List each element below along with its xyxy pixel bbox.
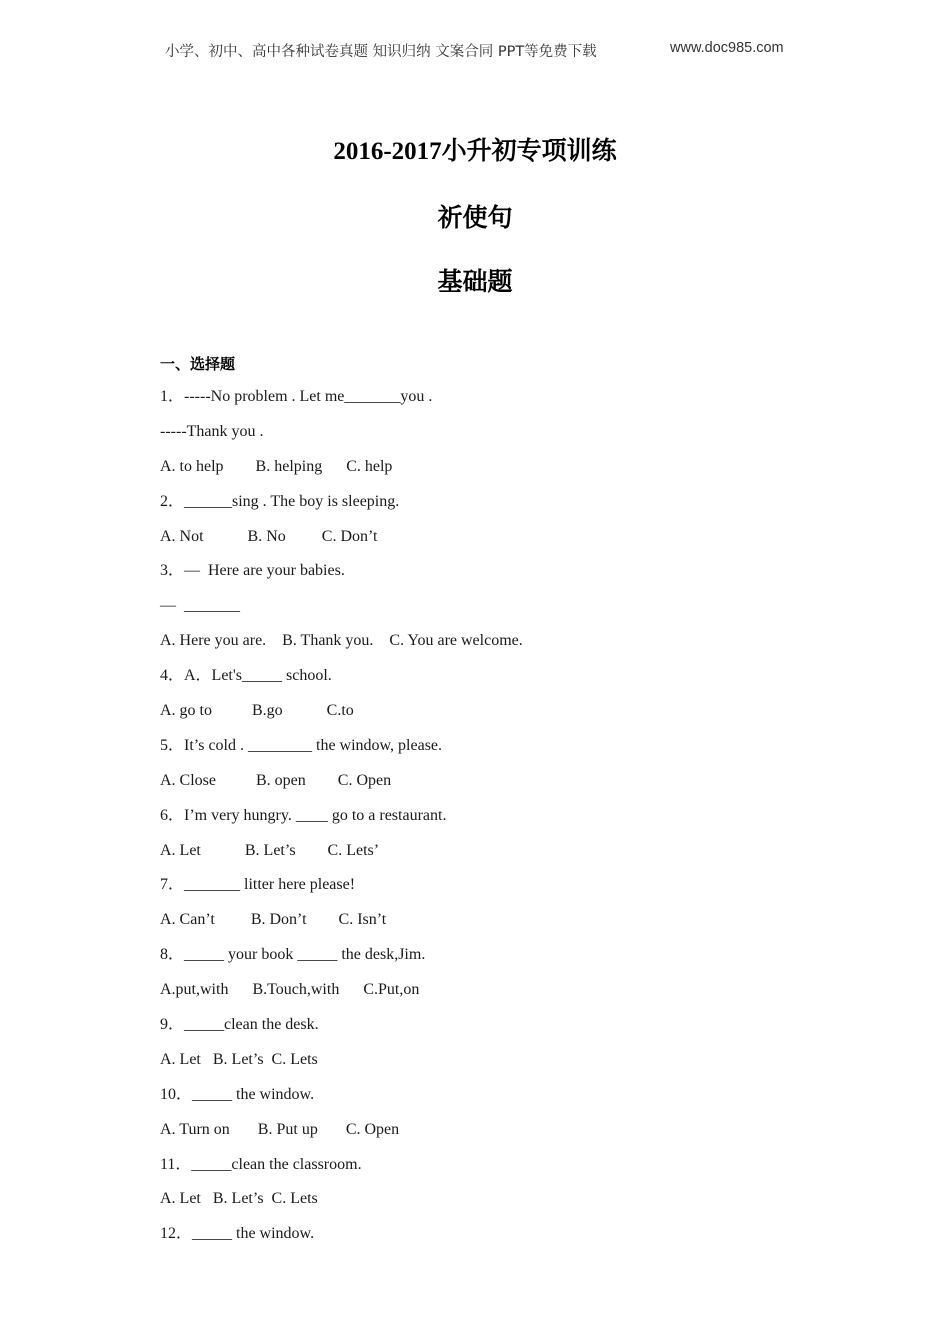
question-8-options: A.put,with B.Touch,with C.Put,on bbox=[160, 981, 420, 999]
question-9-options: A. Let B. Let’s C. Lets bbox=[160, 1050, 318, 1068]
question-5-prompt: 5．It’s cold . ________ the window, please. bbox=[160, 736, 443, 754]
question-1-response: -----Thank you . bbox=[160, 422, 264, 440]
question-9-prompt: 9．_____clean the desk. bbox=[160, 1016, 319, 1034]
question-7-options: A. Can’t B. Don’t C. Isn’t bbox=[160, 911, 387, 929]
question-4-options: A. go to B.go C.to bbox=[160, 702, 354, 720]
question-6-options: A. Let B. Let’s C. Lets’ bbox=[160, 841, 380, 859]
question-3-options: A. Here you are. B. Thank you. C. You are welcome. bbox=[160, 632, 523, 650]
question-11-options: A. Let B. Let’s C. Lets bbox=[160, 1190, 318, 1208]
question-3-prompt: 3．— Here are your babies. bbox=[160, 562, 345, 580]
question-10-options: A. Turn on B. Put up C. Open bbox=[160, 1120, 400, 1138]
question-6-prompt: 6．I’m very hungry. ____ go to a restaurant. bbox=[160, 806, 447, 824]
question-2-options: A. Not B. No C. Don’t bbox=[160, 527, 378, 545]
question-2-prompt: 2．______sing . The boy is sleeping. bbox=[160, 492, 400, 510]
question-1-options: A. to help B. helping C. help bbox=[160, 457, 393, 475]
header-url-link[interactable]: www.doc985.com bbox=[670, 40, 784, 56]
document-title: 2016-2017小升初专项训练 bbox=[333, 138, 617, 165]
section-heading-multiple-choice: 一、选择题 bbox=[160, 355, 236, 373]
question-1-prompt: 1．-----No problem . Let me_______you . bbox=[160, 388, 433, 405]
question-list bbox=[160, 386, 800, 1258]
document-subtitle: 祈使句 bbox=[437, 205, 513, 232]
question-8-prompt: 8．_____ your book _____ the desk,Jim. bbox=[160, 946, 426, 964]
page-header bbox=[0, 40, 950, 64]
difficulty-level-title: 基础题 bbox=[437, 269, 513, 296]
question-5-options: A. Close B. open C. Open bbox=[160, 771, 392, 789]
header-text: 小学、初中、高中各种试卷真题 知识归纳 文案合同 PPT等免费下载 bbox=[165, 44, 597, 60]
question-11-prompt: 11．_____clean the classroom. bbox=[160, 1155, 362, 1173]
question-7-prompt: 7．_______ litter here please! bbox=[160, 876, 356, 894]
question-3-response: — _______ bbox=[160, 597, 240, 615]
question-12-prompt: 12．_____ the window. bbox=[160, 1225, 315, 1243]
question-10-prompt: 10．_____ the window. bbox=[160, 1085, 315, 1103]
question-4-prompt: 4．A．Let's_____ school. bbox=[160, 667, 332, 685]
